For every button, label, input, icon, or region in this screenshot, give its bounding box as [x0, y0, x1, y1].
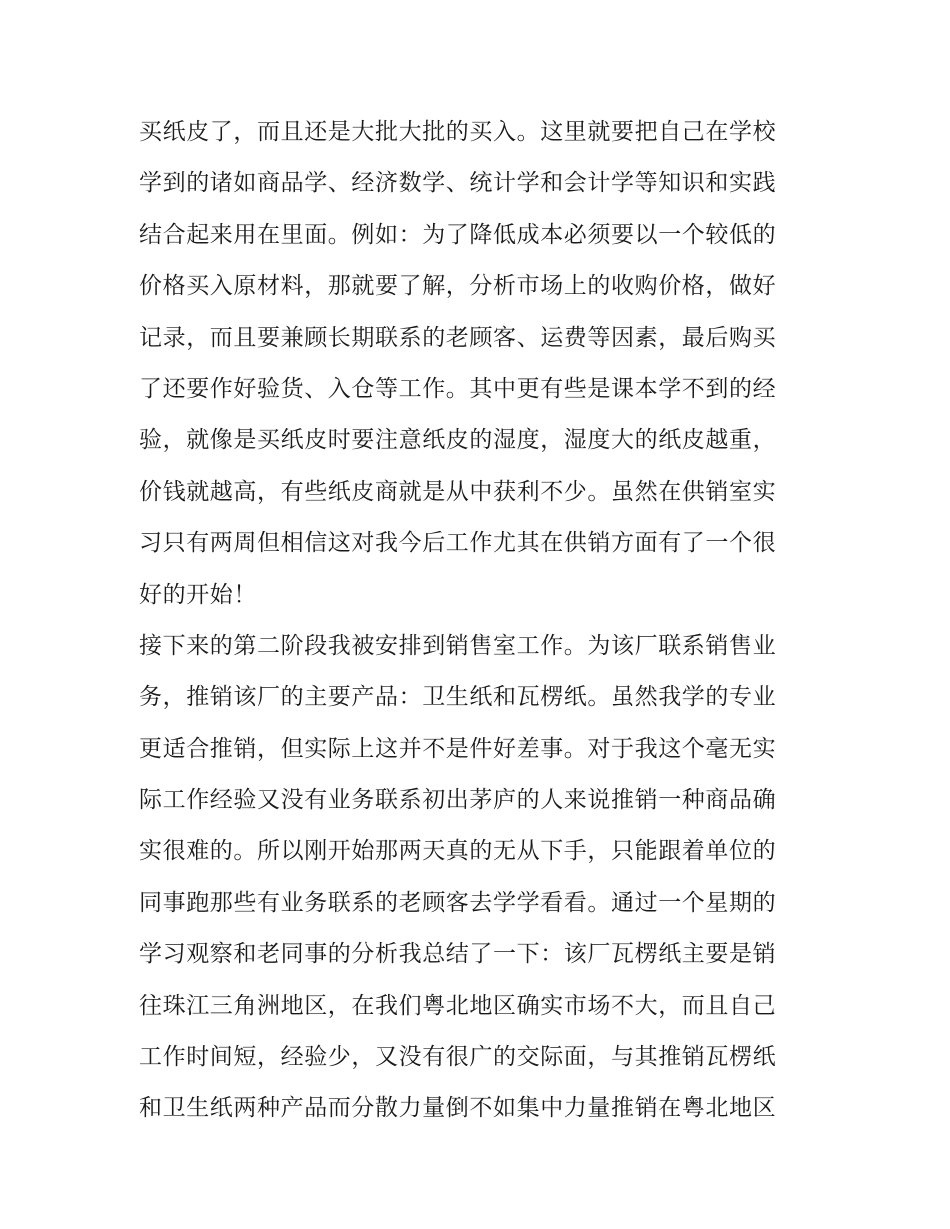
text-line: 学到的诸如商品学、经济数学、统计学和会计学等知识和实践	[139, 170, 777, 197]
text-line: 好的开始！	[139, 581, 257, 608]
text-line: 接下来的第二阶段我被安排到销售室工作。为该厂联系销售业	[139, 632, 777, 659]
text-line: 验，就像是买纸皮时要注意纸皮的湿度，湿度大的纸皮越重，	[139, 427, 777, 454]
paragraph	[139, 107, 819, 621]
text-line: 实很难的。所以刚开始那两天真的无从下手，只能跟着单位的	[139, 838, 777, 865]
text-line: 工作时间短，经验少，又没有很广的交际面，与其推销瓦楞纸	[139, 1044, 777, 1071]
text-line: 结合起来用在里面。例如：为了降低成本必须要以一个较低的	[139, 221, 777, 248]
text-line: 价钱就越高，有些纸皮商就是从中获利不少。虽然在供销室实	[139, 478, 777, 505]
text-line: 更适合推销，但实际上这并不是件好差事。对于我这个毫无实	[139, 735, 777, 762]
text-line: 和卫生纸两种产品而分散力量倒不如集中力量推销在粤北地区	[139, 1095, 777, 1122]
document-body	[139, 107, 819, 1135]
text-line: 同事跑那些有业务联系的老顾客去学学看看。通过一个星期的	[139, 889, 777, 916]
text-line: 往珠江三角洲地区，在我们粤北地区确实市场不大，而且自己	[139, 992, 777, 1019]
text-line: 价格买入原材料，那就要了解，分析市场上的收购价格，做好	[139, 273, 777, 300]
paragraph	[139, 621, 819, 1135]
text-line: 际工作经验又没有业务联系初出茅庐的人来说推销一种商品确	[139, 787, 777, 814]
text-line: 买纸皮了，而且还是大批大批的买入。这里就要把自己在学校	[139, 119, 777, 145]
text-line: 习只有两周但相信这对我今后工作尤其在供销方面有了一个很	[139, 530, 777, 557]
text-line: 记录，而且要兼顾长期联系的老顾客、运费等因素，最后购买	[139, 324, 777, 351]
text-line: 务，推销该厂的主要产品：卫生纸和瓦楞纸。虽然我学的专业	[139, 684, 777, 711]
text-line: 学习观察和老同事的分析我总结了一下：该厂瓦楞纸主要是销	[139, 941, 777, 968]
text-line: 了还要作好验货、入仓等工作。其中更有些是课本学不到的经	[139, 375, 777, 402]
